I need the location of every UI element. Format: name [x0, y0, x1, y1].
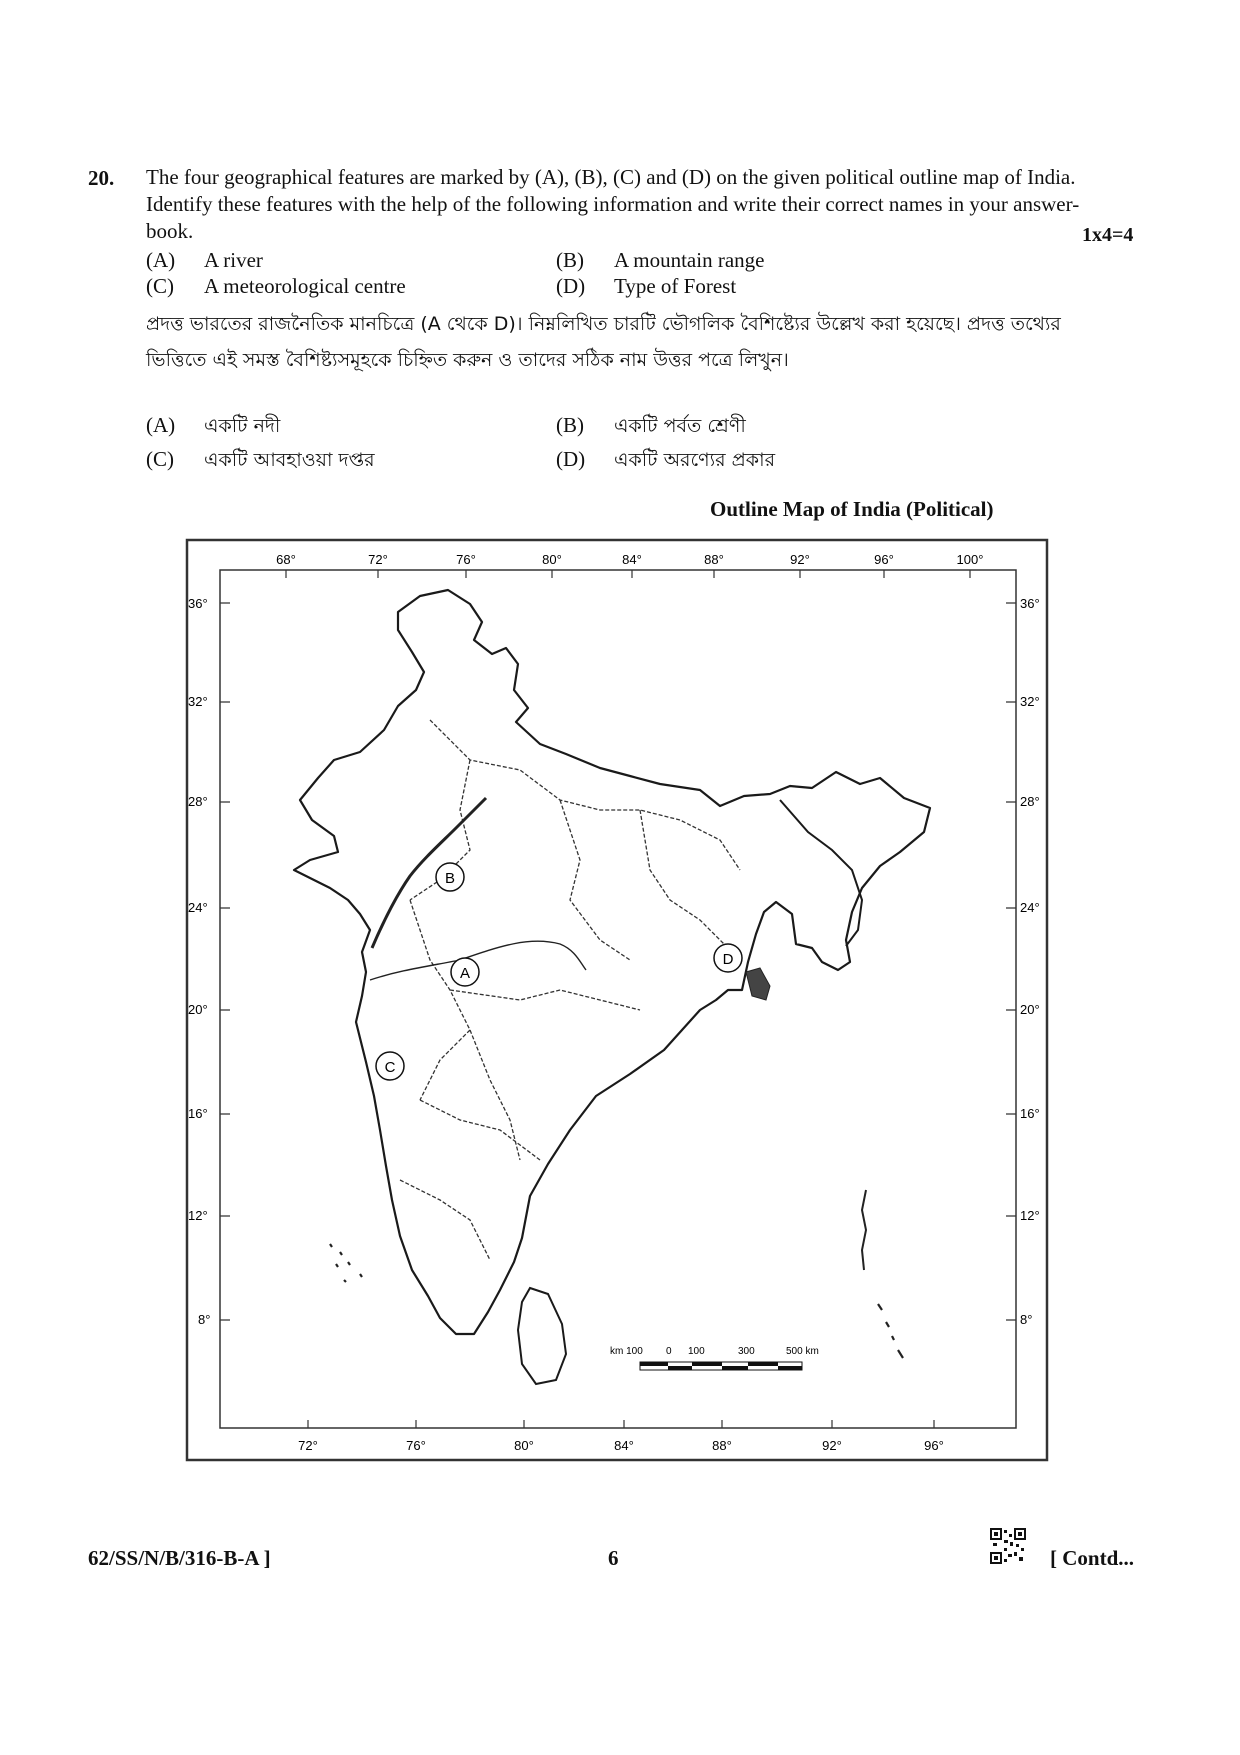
marker-c — [376, 1052, 404, 1080]
lon-label: 96° — [874, 552, 894, 567]
lon-label: 96° — [924, 1438, 944, 1453]
map-outer-frame — [187, 540, 1047, 1460]
sri-lanka-outline — [518, 1288, 566, 1384]
option-label: (B) — [556, 413, 584, 437]
option-text: একটি অরণ্যের প্রকার — [614, 449, 776, 471]
option-text: A river — [204, 248, 263, 272]
lon-label: 88° — [712, 1438, 732, 1453]
lat-label-left: 28° — [188, 794, 208, 809]
option-text: Type of Forest — [614, 274, 737, 298]
lon-label: 100° — [956, 552, 984, 567]
scale-tick: 100 — [688, 1346, 705, 1357]
question-text: The four geographical features are marked by (A), (B), (C) and (D) on the given political outline map of India. Identify these features with the help of the following information and write their correct names in your answer-book. — [146, 165, 1080, 243]
lat-label-right: 28° — [1020, 794, 1040, 809]
option-label: (A) — [146, 248, 176, 272]
bengali-question-text: প্রদত্ত ভারতের রাজনৈতিক মানচিত্রে (A থেকে D)। নিম্নলিখিত চারটি ভৌগলিক বৈশিষ্ট্যের উল্লেখ করা হয়েছে। প্রদত্ত তথ্যের ভিত্তিতে এই সমস্ত বৈশিষ্ট্যসমূহকে চিহ্নিত করুন ও তাদের সঠিক নাম উত্তর পত্রে লিখুন। — [146, 313, 1061, 371]
scale-label: km 100 — [610, 1346, 643, 1357]
lat-label-right: 12° — [1020, 1208, 1040, 1223]
option-text: A mountain range — [614, 248, 765, 272]
lon-label: 88° — [704, 552, 724, 567]
lon-label: 84° — [614, 1438, 634, 1453]
continued-label: [ Contd... — [1050, 1546, 1135, 1570]
map-inner-frame — [220, 570, 1016, 1428]
option-label: (A) — [146, 413, 176, 437]
latitude-axis — [188, 596, 1040, 1327]
andaman-islands — [862, 1190, 866, 1270]
lon-label: 84° — [622, 552, 642, 567]
map-title: Outline Map of India (Political) — [710, 497, 994, 521]
lat-label-left: 24° — [188, 900, 208, 915]
lon-label: 76° — [456, 552, 476, 567]
lat-label-left: 36° — [188, 596, 208, 611]
option-text: একটি পর্বত শ্রেণী — [614, 415, 746, 437]
forest-d-area — [746, 968, 770, 1000]
option-label: (B) — [556, 248, 584, 272]
scale-tick: 0 — [666, 1346, 672, 1357]
lat-label-left: 32° — [188, 694, 208, 709]
option-label: (C) — [146, 447, 174, 471]
option-text: একটি নদী — [204, 415, 281, 437]
lat-label-right: 20° — [1020, 1002, 1040, 1017]
lakshadweep-islands — [330, 1244, 362, 1282]
lon-label: 92° — [822, 1438, 842, 1453]
scale-tick: 500 km — [786, 1346, 819, 1357]
lat-label-left: 12° — [188, 1208, 208, 1223]
option-label: (C) — [146, 274, 174, 298]
top-longitude-axis — [276, 552, 983, 578]
option-text: A meteorological centre — [204, 274, 406, 298]
lon-label: 72° — [368, 552, 388, 567]
option-label: (D) — [556, 274, 586, 298]
lat-label-left: 20° — [188, 1002, 208, 1017]
question-number: 20. — [88, 166, 115, 190]
scale-bar — [610, 1346, 819, 1370]
lon-label: 68° — [276, 552, 296, 567]
lon-label: 76° — [406, 1438, 426, 1453]
lat-label-right: 32° — [1020, 694, 1040, 709]
marker-a — [451, 958, 479, 986]
option-label: (D) — [556, 447, 586, 471]
marker-label: C — [384, 1059, 396, 1076]
page-number: 6 — [608, 1546, 619, 1570]
lat-label-right: 36° — [1020, 596, 1040, 611]
lon-label: 92° — [790, 552, 810, 567]
nicobar-islands — [878, 1304, 903, 1358]
lat-label-left: 16° — [188, 1106, 208, 1121]
lat-label-right: 8° — [1020, 1312, 1033, 1327]
lon-label: 72° — [298, 1438, 318, 1453]
lat-label-right: 24° — [1020, 900, 1040, 915]
marker-b — [436, 863, 464, 891]
india-outline — [294, 590, 930, 1334]
qr-code-icon — [990, 1528, 1026, 1564]
marker-label: A — [459, 965, 471, 982]
option-text: একটি আবহাওয়া দপ্তর — [204, 449, 375, 471]
lat-label-left: 8° — [198, 1312, 211, 1327]
mountain-b-line — [372, 798, 486, 948]
lon-label: 80° — [542, 552, 562, 567]
state-boundaries — [400, 720, 740, 1260]
marker-label: D — [722, 951, 734, 968]
marker-label: B — [444, 870, 456, 887]
bottom-longitude-axis — [298, 1420, 944, 1453]
paper-code: 62/SS/N/B/316-B-A ] — [88, 1546, 271, 1570]
scale-tick: 300 — [738, 1346, 755, 1357]
marks-allocation: 1x4=4 — [1082, 224, 1134, 246]
lat-label-right: 16° — [1020, 1106, 1040, 1121]
lon-label: 80° — [514, 1438, 534, 1453]
marker-d — [714, 944, 742, 972]
